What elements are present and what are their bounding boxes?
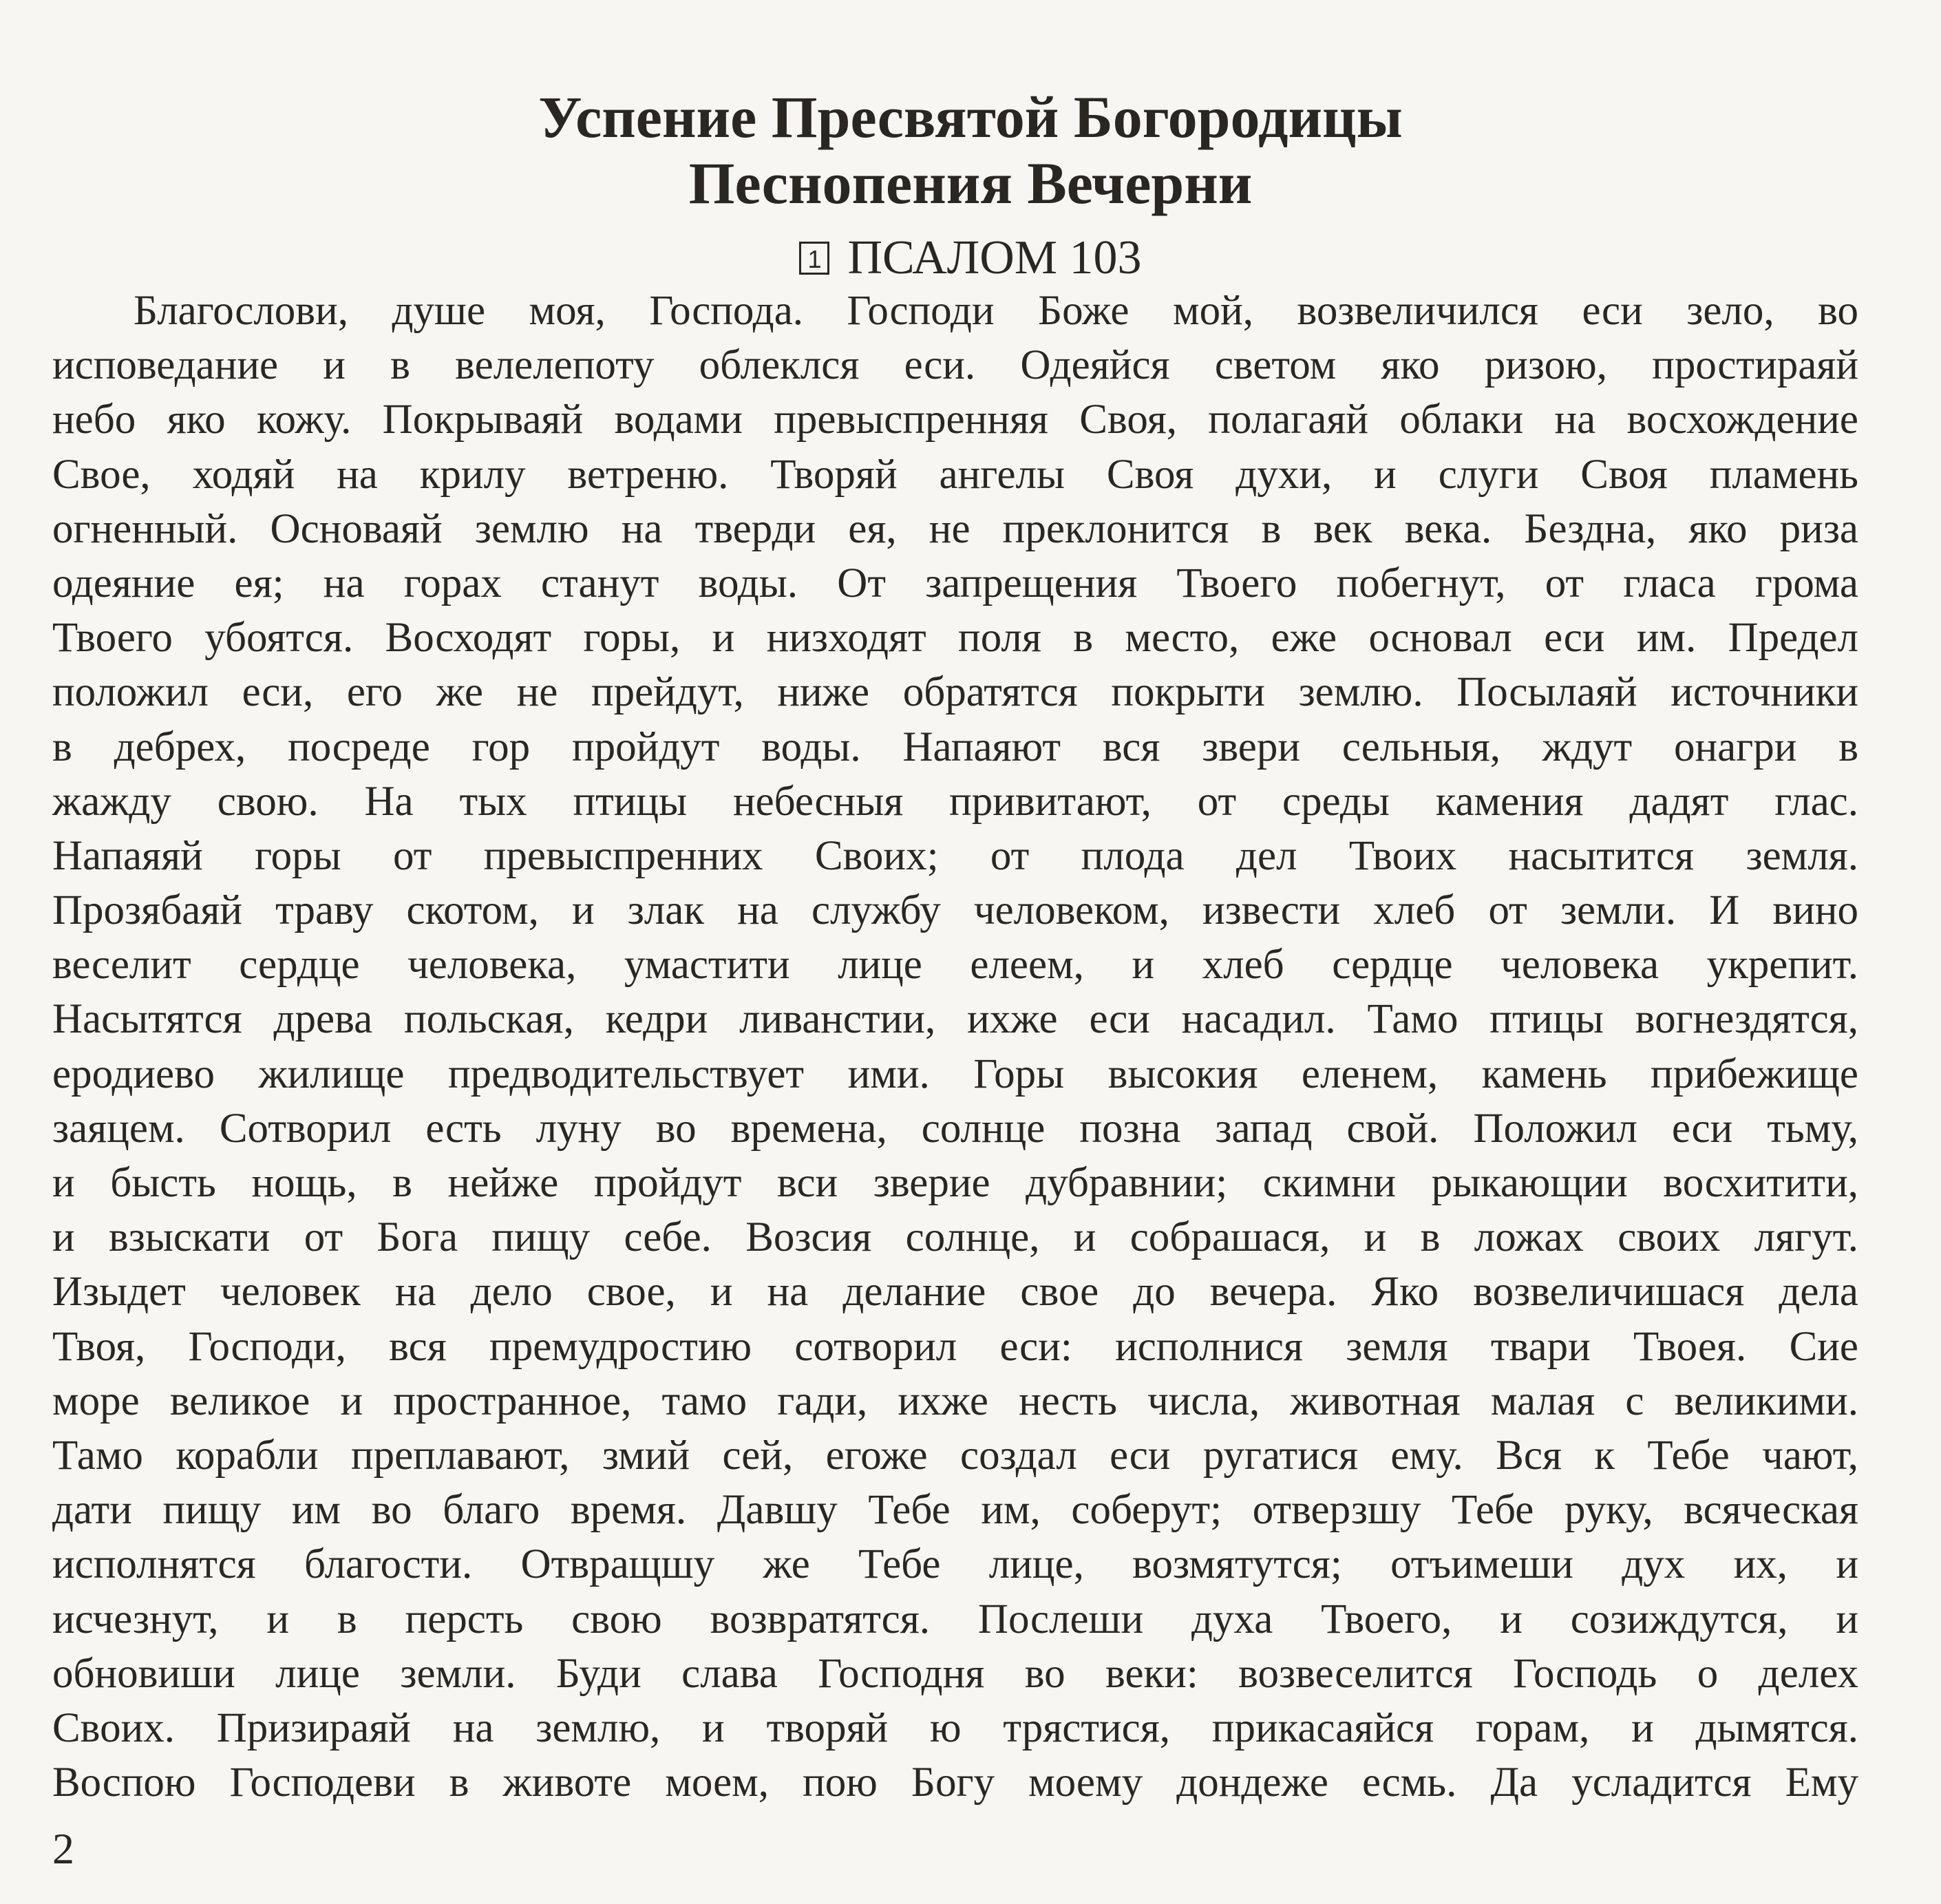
text-line: жажду свою. На тых птицы небесныя привитают, от среды камения дадят глас. [52, 778, 1858, 825]
track-number-box: 1 [799, 242, 829, 275]
page-title-line-2: Песнопения Вечерни [688, 150, 1253, 216]
text-line: Тамо корабли преплавают, змий сей, егоже создал еси ругатися ему. Вся к Тебе чают, [52, 1432, 1858, 1479]
page-title-line-1: Успение Пресвятой Богородицы [538, 84, 1403, 150]
text-line: Изыдет человек на дело свое, и на делание свое до вечера. Яко возвеличишася дела [52, 1269, 1858, 1315]
text-line: Твоего убоятся. Восходят горы, и низходят поля в место, еже основал еси им. Предел [52, 615, 1858, 662]
text-line: дати пищу им во благо время. Давшу Тебе им, соберут; отверзшу Тебе руку, всяческая [52, 1487, 1858, 1534]
text-line: Напаяяй горы от превыспренних Своих; от плода дел Твоих насытится земля. [52, 832, 1858, 879]
psalm-text [52, 284, 1858, 1810]
page-number: 2 [52, 1824, 74, 1873]
text-line: море великое и пространное, тамо гади, ихже несть числа, животная малая с великими. [52, 1377, 1858, 1424]
text-line: Благослови, душе моя, Господа. Господи Боже мой, возвеличился еси зело, во [134, 288, 1858, 334]
text-line: Твоя, Господи, вся премудростию сотворил еси: исполнися земля твари Твоея. Сие [52, 1323, 1858, 1370]
text-line: обновиши лице земли. Буди слава Господня во веки: возвеселится Господь о делех [52, 1650, 1858, 1697]
track-heading [0, 227, 1941, 289]
text-line: огненный. Основаяй землю на тверди ея, не преклонится в век века. Бездна, яко риза [52, 505, 1858, 552]
text-line: положил еси, его же не прейдут, ниже обратятся покрыти землю. Посылаяй источники [52, 669, 1858, 716]
text-line: и бысть нощь, в нейже пройдут вси зверие дубравнии; скимни рыкающии восхитити, [52, 1160, 1858, 1206]
text-line: веселит сердце человека, умастити лице елеем, и хлеб сердце человека укрепит. [52, 942, 1858, 988]
text-line: исчезнут, и в персть свою возвратятся. Послеши духа Твоего, и созиждутся, и [52, 1596, 1858, 1642]
text-line: исполнятся благости. Отвращшу же Тебе лице, возмятутся; отъимеши дух их, и [52, 1541, 1858, 1588]
text-line: Своих. Призираяй на землю, и творяй ю трястися, прикасаяйся горам, и дымятся. [52, 1704, 1858, 1751]
track-heading-text: ПСАЛОМ 103 [847, 231, 1142, 284]
text-line: Насытятся древа польская, кедри ливанстии, ихже еси насадил. Тамо птицы вогнездятся, [52, 996, 1858, 1043]
text-line: и взыскати от Бога пищу себе. Возсия солнце, и собрашася, и в ложах своих лягут. [52, 1214, 1858, 1261]
text-line: в дебрех, посреде гор пройдут воды. Напаяют вся звери сельныя, ждут онагри в [52, 723, 1858, 770]
text-line: Свое, ходяй на крилу ветреню. Творяй ангелы Своя духи, и слуги Своя пламень [52, 451, 1858, 498]
text-line: небо яко кожу. Покрываяй водами превыспренняя Своя, полагаяй облаки на восхождение [52, 396, 1858, 443]
text-line: Воспою Господеви в животе моем, пою Богу моему дондеже есмь. Да усладится Ему [52, 1759, 1858, 1806]
text-line: исповедание и в велелепоту облеклся еси. Одеяйся светом яко ризою, простираяй [52, 342, 1858, 389]
text-line: одеяние ея; на горах станут воды. От запрещения Твоего побегнут, от гласа грома [52, 560, 1858, 606]
text-line: Прозябаяй траву скотом, и злак на службу человеком, извести хлеб от земли. И вино [52, 887, 1858, 934]
text-line: заяцем. Сотворил есть луну во времена, солнце позна запад свой. Положил еси тьму, [52, 1105, 1858, 1152]
text-line: еродиево жилище предводительствует ими. Горы высокия еленем, камень прибежище [52, 1050, 1858, 1097]
